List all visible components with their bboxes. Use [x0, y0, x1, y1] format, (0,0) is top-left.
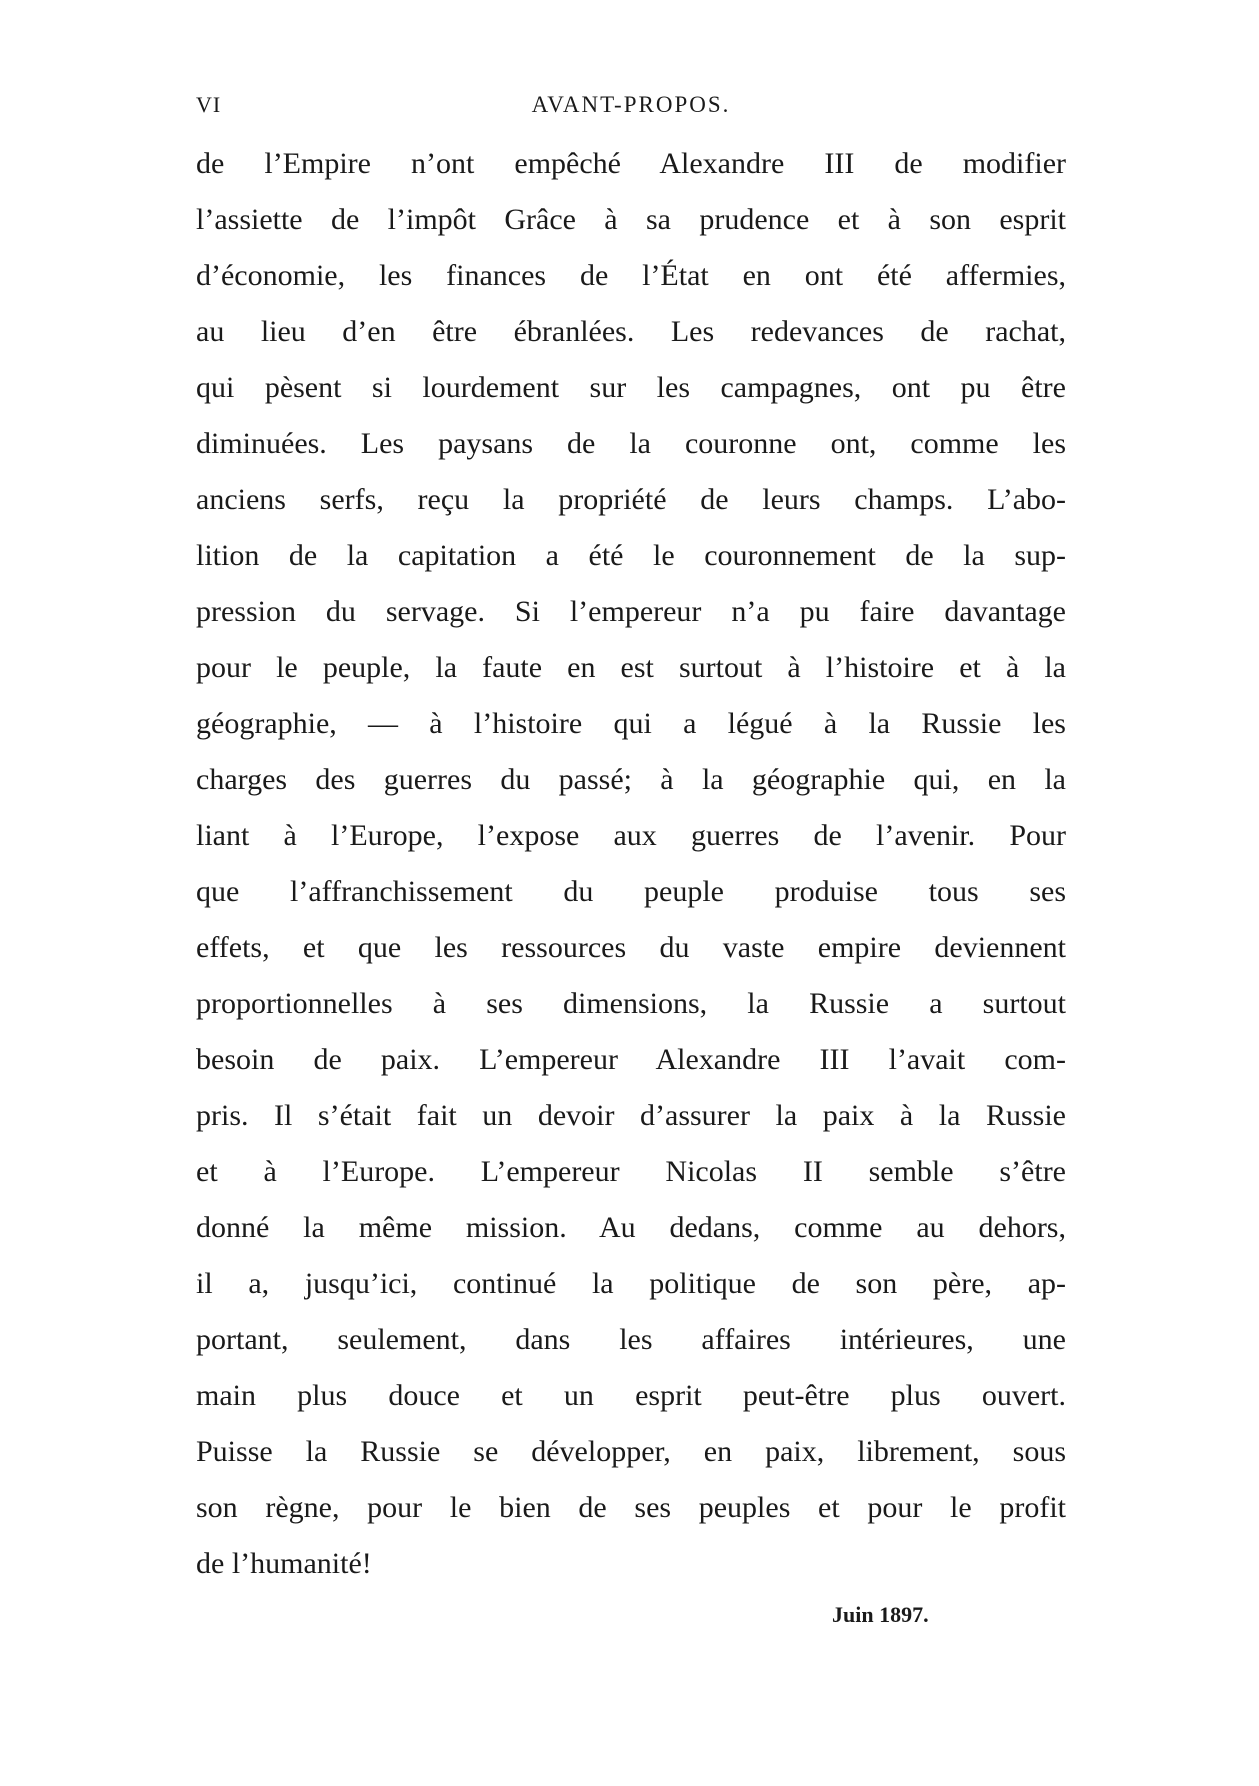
signature-date: Juin 1897.: [832, 1602, 929, 1627]
running-head: [196, 92, 1066, 132]
text-line: lition de la capitation a été le couronnement de la sup-: [196, 539, 1066, 572]
text-line: qui pèsent si lourdement sur les campagnes, ont pu être: [196, 371, 1066, 404]
text-line: et à l’Europe. L’empereur Nicolas II semble s’être: [196, 1155, 1066, 1188]
text-line: donné la même mission. Au dedans, comme au dehors,: [196, 1211, 1066, 1244]
text-line: pris. Il s’était fait un devoir d’assurer la paix à la Russie: [196, 1099, 1066, 1132]
text-line: pression du servage. Si l’empereur n’a pu faire davantage: [196, 595, 1066, 628]
text-line: main plus douce et un esprit peut-être plus ouvert.: [196, 1379, 1066, 1412]
text-line: liant à l’Europe, l’expose aux guerres de l’avenir. Pour: [196, 819, 1066, 852]
text-line: effets, et que les ressources du vaste empire deviennent: [196, 931, 1066, 964]
text-line: portant, seulement, dans les affaires intérieures, une: [196, 1323, 1066, 1356]
text-line: diminuées. Les paysans de la couronne ont, comme les: [196, 427, 1066, 460]
page-number: VI: [196, 92, 222, 117]
text-line: au lieu d’en être ébranlées. Les redevances de rachat,: [196, 315, 1066, 348]
text-line: proportionnelles à ses dimensions, la Russie a surtout: [196, 987, 1066, 1020]
text-line: pour le peuple, la faute en est surtout à l’histoire et à la: [196, 651, 1066, 684]
text-line: anciens serfs, reçu la propriété de leurs champs. L’abo-: [196, 483, 1066, 516]
text-line: son règne, pour le bien de ses peuples et pour le profit: [196, 1491, 1066, 1524]
running-title: AVANT-PROPOS.: [531, 92, 731, 117]
text-line: Puisse la Russie se développer, en paix, librement, sous: [196, 1435, 1066, 1468]
text-line: géographie, — à l’histoire qui a légué à la Russie les: [196, 707, 1066, 740]
body-text: [196, 136, 1066, 1592]
text-line: que l’affranchissement du peuple produise tous ses: [196, 875, 1066, 908]
text-line: d’économie, les finances de l’État en ont été affermies,: [196, 259, 1066, 292]
text-line: charges des guerres du passé; à la géographie qui, en la: [196, 763, 1066, 796]
text-line: l’assiette de l’impôt Grâce à sa prudence et à son esprit: [196, 203, 1066, 236]
text-line: il a, jusqu’ici, continué la politique de son père, ap-: [196, 1267, 1066, 1300]
text-line-final: de l’humanité!: [196, 1547, 372, 1580]
text-line: de l’Empire n’ont empêché Alexandre III de modifier: [196, 147, 1066, 180]
text-line: besoin de paix. L’empereur Alexandre III l’avait com-: [196, 1043, 1066, 1076]
